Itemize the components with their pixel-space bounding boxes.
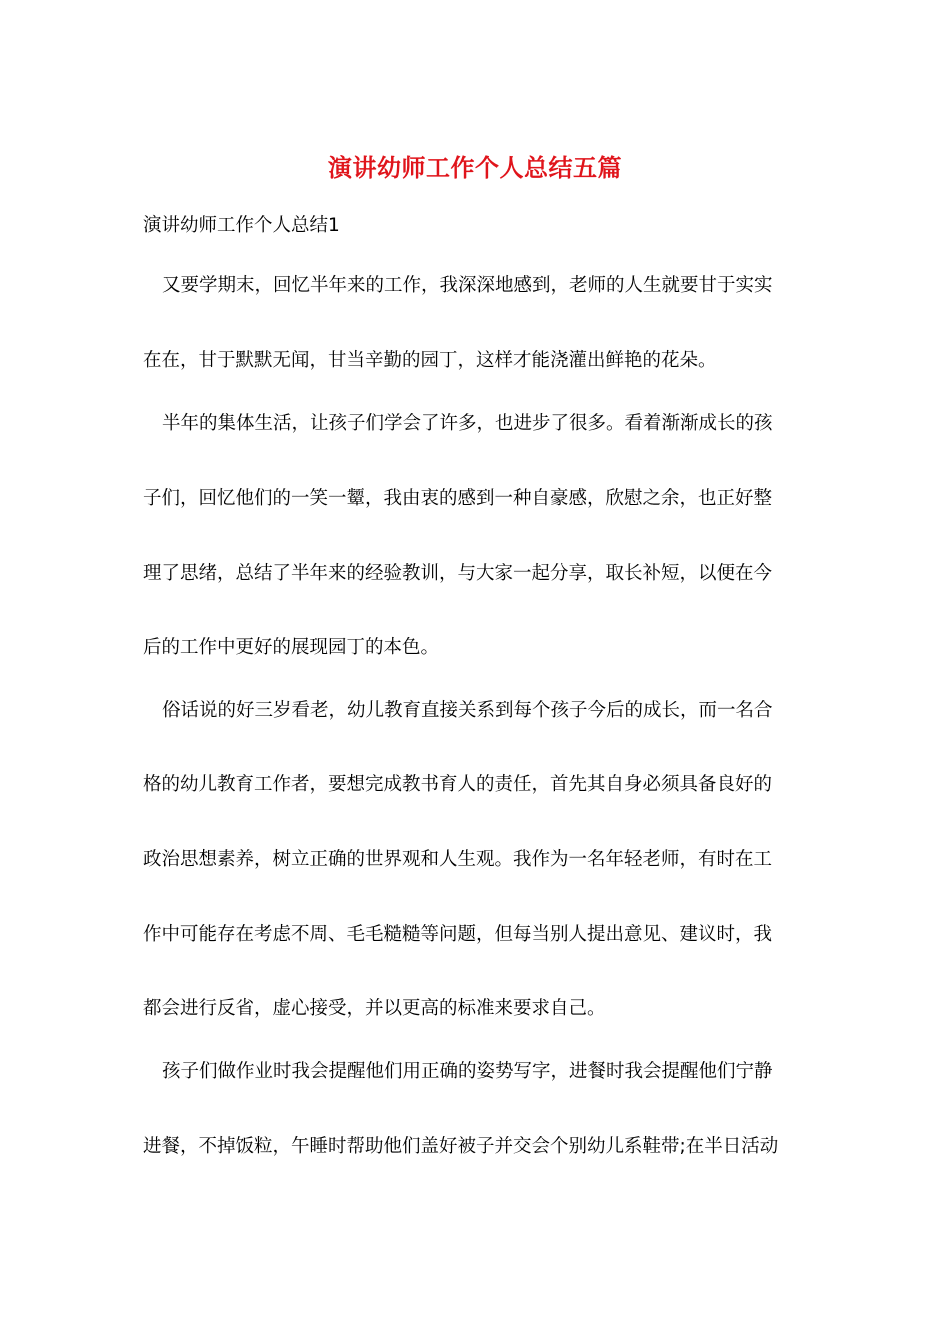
paragraph-line: 孩子们做作业时我会提醒他们用正确的姿势写字，进餐时我会提醒他们宁静 bbox=[162, 1061, 773, 1082]
paragraph-line: 都会进行反省，虚心接受，并以更高的标准来要求自己。 bbox=[143, 998, 606, 1019]
paragraph-line: 理了思绪，总结了半年来的经验教训，与大家一起分享，取长补短，以便在今 bbox=[143, 563, 773, 584]
paragraph-line: 半年的集体生活，让孩子们学会了许多，也进步了很多。看着渐渐成长的孩 bbox=[162, 413, 773, 434]
paragraph-line: 在在，甘于默默无闻，甘当辛勤的园丁，这样才能浇灌出鲜艳的花朵。 bbox=[143, 350, 717, 371]
paragraph-line: 俗话说的好三岁看老，幼儿教育直接关系到每个孩子今后的成长，而一名合 bbox=[162, 700, 773, 721]
paragraph-line: 子们，回忆他们的一笑一颦，我由衷的感到一种自豪感，欣慰之余，也正好整 bbox=[143, 488, 773, 509]
paragraph-line: 又要学期末，回忆半年来的工作，我深深地感到，老师的人生就要甘于实实 bbox=[162, 275, 773, 296]
document-title: 演讲幼师工作个人总结五篇 bbox=[328, 153, 622, 182]
section-heading: 演讲幼师工作个人总结1 bbox=[143, 215, 340, 236]
paragraph-line: 格的幼儿教育工作者，要想完成教书育人的责任，首先其自身必须具备良好的 bbox=[143, 774, 773, 795]
paragraph-line: 后的工作中更好的展现园丁的本色。 bbox=[143, 637, 440, 658]
paragraph-line: 作中可能存在考虑不周、毛毛糙糙等问题，但每当别人提出意见、建议时，我 bbox=[143, 924, 773, 945]
paragraph-line: 政治思想素养，树立正确的世界观和人生观。我作为一名年轻老师，有时在工 bbox=[143, 849, 773, 870]
paragraph-line: 进餐，不掉饭粒，午睡时帮助他们盖好被子并交会个别幼儿系鞋带;在半日活动 bbox=[143, 1136, 779, 1157]
